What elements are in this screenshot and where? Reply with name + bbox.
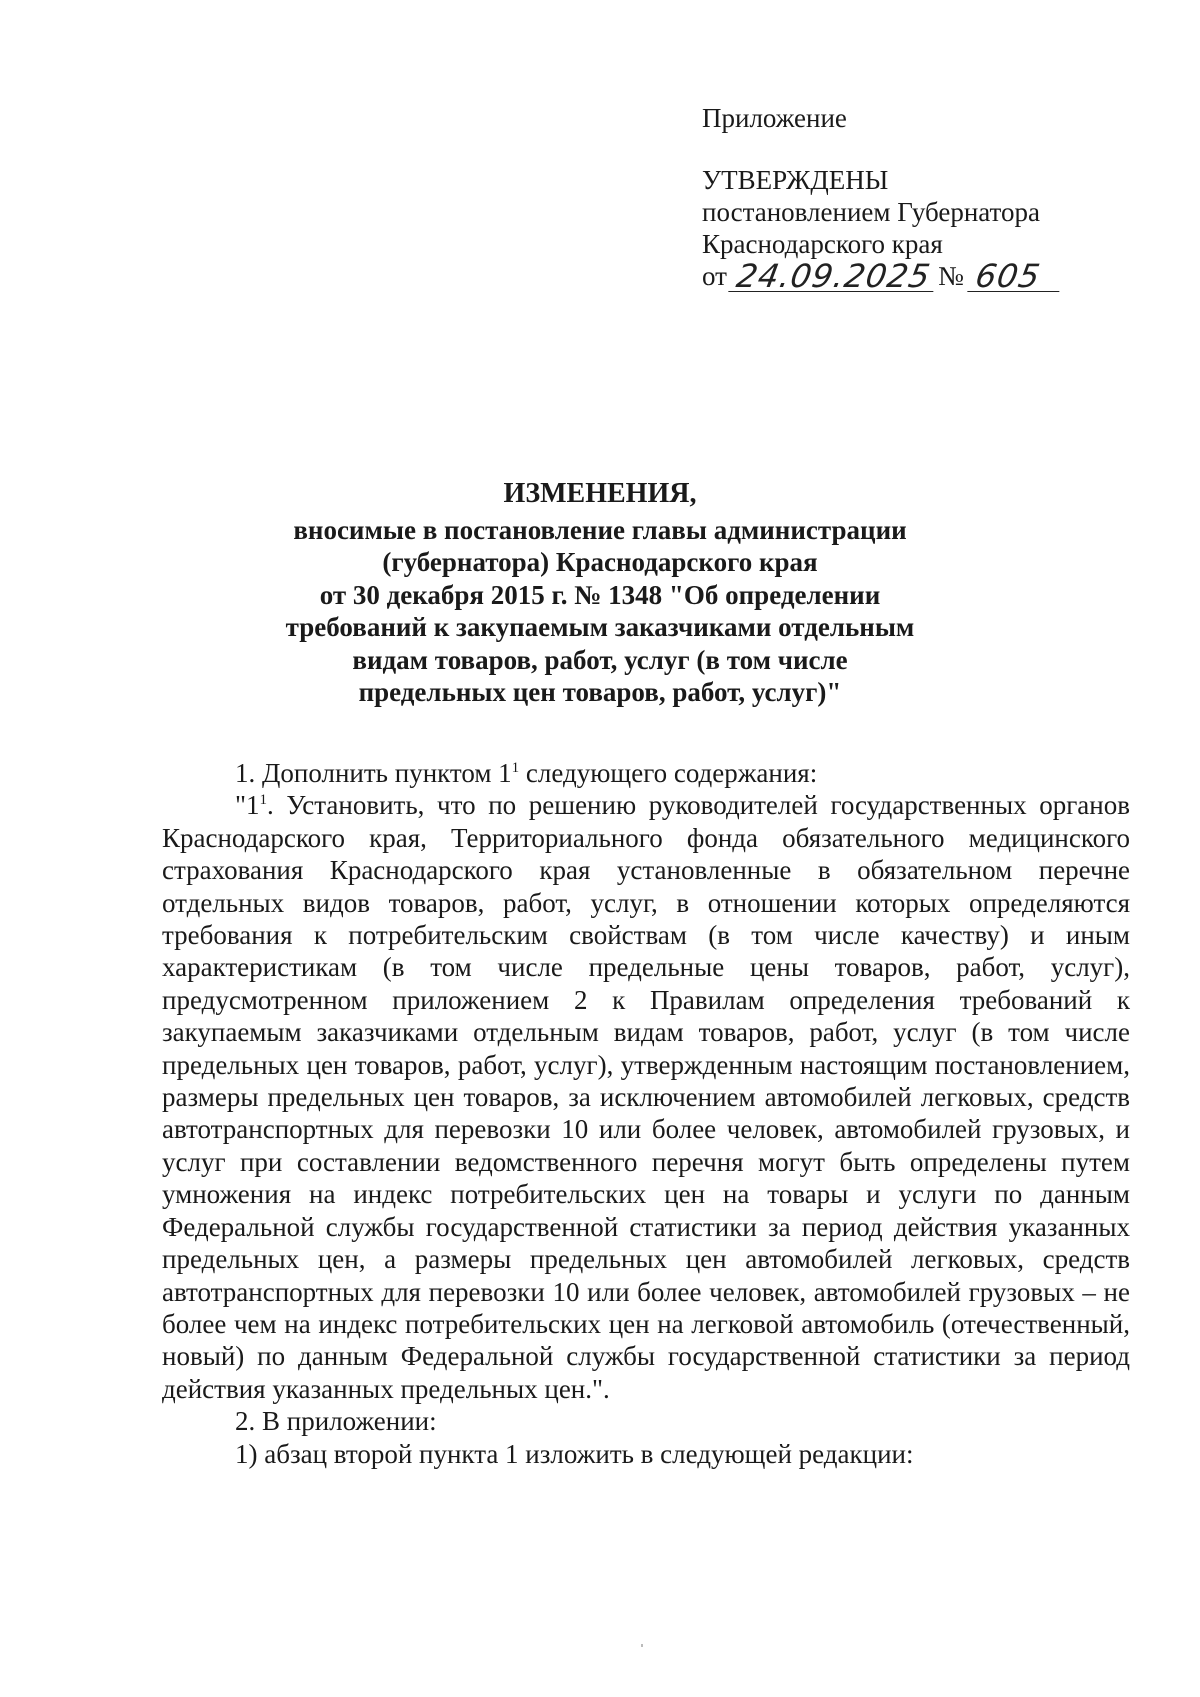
date-number-line [702, 257, 1122, 295]
title-line: от 30 декабря 2015 г. № 1348 "Об определении [319, 579, 881, 610]
paragraph-2-text: . Установить, что по решению руководителей государственных органов Краснодарского края, Территориального фонда обязательного медицинского страхования Краснодарского края установленные в обязательном перечне отдельных видов товаров, работ, услуг, в отношении которых определяются требования к потребительским свойствам (в том числе качеству) и иным характеристикам (в том числе предельные цены товаров, работ, услуг), предусмотренном приложением 2 к Правилам определения требований к закупаемым заказчиками отдельным видам товаров, работ, услуг (в том числе предельных цен товаров, работ, услуг), утвержденным настоящим постановлением, размеры предельных цен товаров, за исключением автомобилей легковых, средств автотранспортных для перевозки 10 или более человек, автомобилей грузовых, и услуг при составлении ведомственного перечня могут быть определены путем умножения на индекс потребительских цен на товары и услуги по данным Федеральной службы государственной статистики за период действия указанных предельных цен, а размеры предельных цен автомобилей легковых, средств автотранспортных для перевозки 10 или более человек, автомобилей грузовых – не более чем на индекс потребительских цен на легковой автомобиль (отечественный, новый) по данным Федеральной службы государственной статистики за период действия указанных предельных цен.". [162, 790, 1130, 1404]
approval-block [702, 102, 1122, 295]
handwritten-date: 24.09.2025 [728, 261, 939, 292]
superscript: 1 [259, 792, 268, 809]
number-sign: № [938, 261, 964, 291]
paragraph-1 [162, 757, 1130, 789]
region-line: Краснодарского края [702, 229, 943, 259]
approved-label: УТВЕРЖДЕНЫ [702, 165, 889, 195]
title-heading: ИЗМЕНЕНИЯ, [503, 478, 697, 509]
paragraph-1-text-end: следующего содержания: [519, 758, 818, 788]
superscript: 1 [511, 760, 520, 776]
approved-by-line: постановлением Губернатора [702, 197, 1040, 227]
paragraph-2 [162, 789, 1130, 1405]
title-line: (губернатора) Краснодарского края [382, 547, 818, 577]
title-line: видам товаров, работ, услуг (в том числе [352, 644, 848, 675]
title-line: вносимые в постановление главы администрации [293, 514, 907, 545]
title-line: предельных цен товаров, работ, услуг)" [358, 677, 842, 707]
date-prefix: от [702, 261, 727, 291]
document-title [180, 478, 1020, 709]
paragraph-1-text: 1. Дополнить пунктом 1 [235, 758, 512, 788]
handwritten-number: 605 [967, 261, 1065, 292]
scan-speck [641, 1644, 643, 1647]
title-line: требований к закупаемым заказчиками отдельным [285, 612, 915, 642]
document-body [162, 757, 1130, 1470]
appendix-label: Приложение [702, 103, 847, 133]
paragraph-4: 1) абзац второй пункта 1 изложить в следующей редакции: [235, 1438, 914, 1469]
paragraph-2-open: "1 [235, 790, 260, 821]
paragraph-3: 2. В приложении: [235, 1406, 437, 1437]
